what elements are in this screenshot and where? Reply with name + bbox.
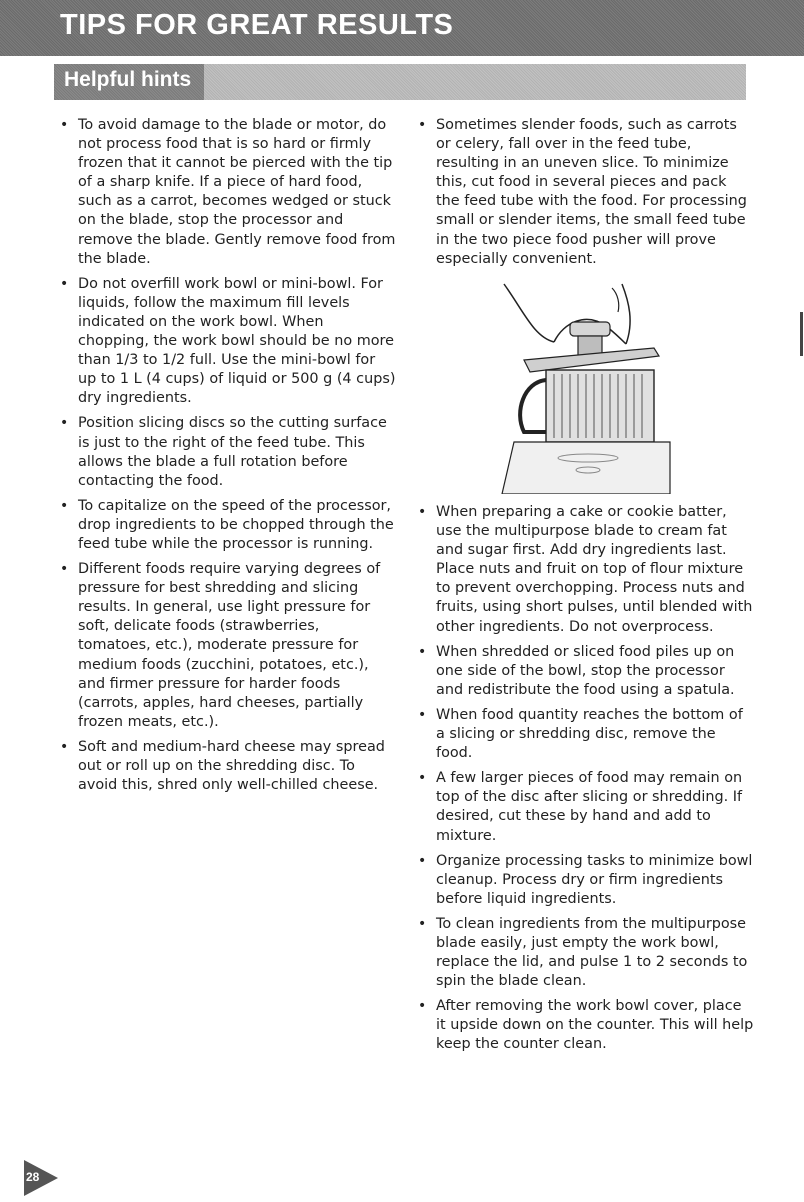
hint-item: • To avoid damage to the blade or motor, do not process food that is so hard or firmly frozen that it cannot be pierced with the tip of a sharp knife. If a piece of hard food, such as a carrot, becomes wedged or stuck on the blade, stop the processor and remove the blade. Gently remove food from the blade.	[56, 116, 396, 269]
hints-list-left	[56, 116, 396, 801]
hints-list-right-bottom	[414, 503, 754, 1061]
hints-list-right-top	[414, 116, 754, 275]
edge-tab-mark	[800, 312, 803, 356]
feed-tube-hand-icon	[494, 282, 674, 494]
page-number: 28	[26, 1170, 40, 1184]
hint-item: • When food quantity reaches the bottom of a slicing or shredding disc, remove the food.	[414, 706, 754, 763]
hint-item: • Do not overfill work bowl or mini-bowl. For liquids, follow the maximum fill levels indicated on the work bowl. When chopping, the work bowl should be no more than 1/3 to 1/2 full. Use the mini-bowl for up to 1 L (4 cups) of liquid or 500 g (4 cups) dry ingredients.	[56, 275, 396, 409]
hint-item: • A few larger pieces of food may remain on top of the disc after slicing or shredding. If desired, cut these by hand and add to mixture.	[414, 769, 754, 845]
hint-item: • Soft and medium-hard cheese may spread out or roll up on the shredding disc. To avoid this, shred only well-chilled cheese.	[56, 738, 396, 795]
hint-item: • Different foods require varying degrees of pressure for best shredding and slicing results. In general, use light pressure for soft, delicate foods (strawberries, tomatoes, etc.), moderate pressure for medium foods (zucchini, potatoes, etc.), and firmer pressure for harder foods (carrots, apples, hard cheeses, partially frozen meats, etc.).	[56, 560, 396, 732]
page-header-bar	[0, 0, 804, 56]
hint-item: • Sometimes slender foods, such as carrots or celery, fall over in the feed tube, resulting in an uneven slice. To minimize this, cut food in several pieces and pack the feed tube with the food. For processing small or slender items, the small feed tube in the two piece food pusher will prove especially convenient.	[414, 116, 754, 269]
hint-item: • Organize processing tasks to minimize bowl cleanup. Process dry or firm ingredients before liquid ingredients.	[414, 852, 754, 909]
page-title: TIPS FOR GREAT RESULTS	[60, 9, 454, 41]
food-processor-illustration	[494, 282, 674, 494]
hint-item: • When shredded or sliced food piles up on one side of the bowl, stop the processor and redistribute the food using a spatula.	[414, 643, 754, 700]
hint-item: • To clean ingredients from the multipurpose blade easily, just empty the work bowl, replace the lid, and pulse 1 to 2 seconds to spin the blade clean.	[414, 915, 754, 991]
section-title: Helpful hints	[64, 68, 192, 91]
page-number-badge	[22, 1158, 62, 1198]
hint-item: • When preparing a cake or cookie batter, use the multipurpose blade to cream fat and sugar first. Add dry ingredients last. Place nuts and fruit on top of flour mixture to prevent overchopping. Process nuts and fruits, using short pulses, until blended with other ingredients. Do not overprocess.	[414, 503, 754, 637]
hint-item: • Position slicing discs so the cutting surface is just to the right of the feed tube. This allows the blade a full rotation before contacting the food.	[56, 414, 396, 490]
section-tag	[54, 64, 204, 100]
hint-item: • To capitalize on the speed of the processor, drop ingredients to be chopped through the feed tube while the processor is running.	[56, 497, 396, 554]
section-header-bar	[54, 64, 746, 100]
hint-item: • After removing the work bowl cover, place it upside down on the counter. This will help keep the counter clean.	[414, 997, 754, 1054]
